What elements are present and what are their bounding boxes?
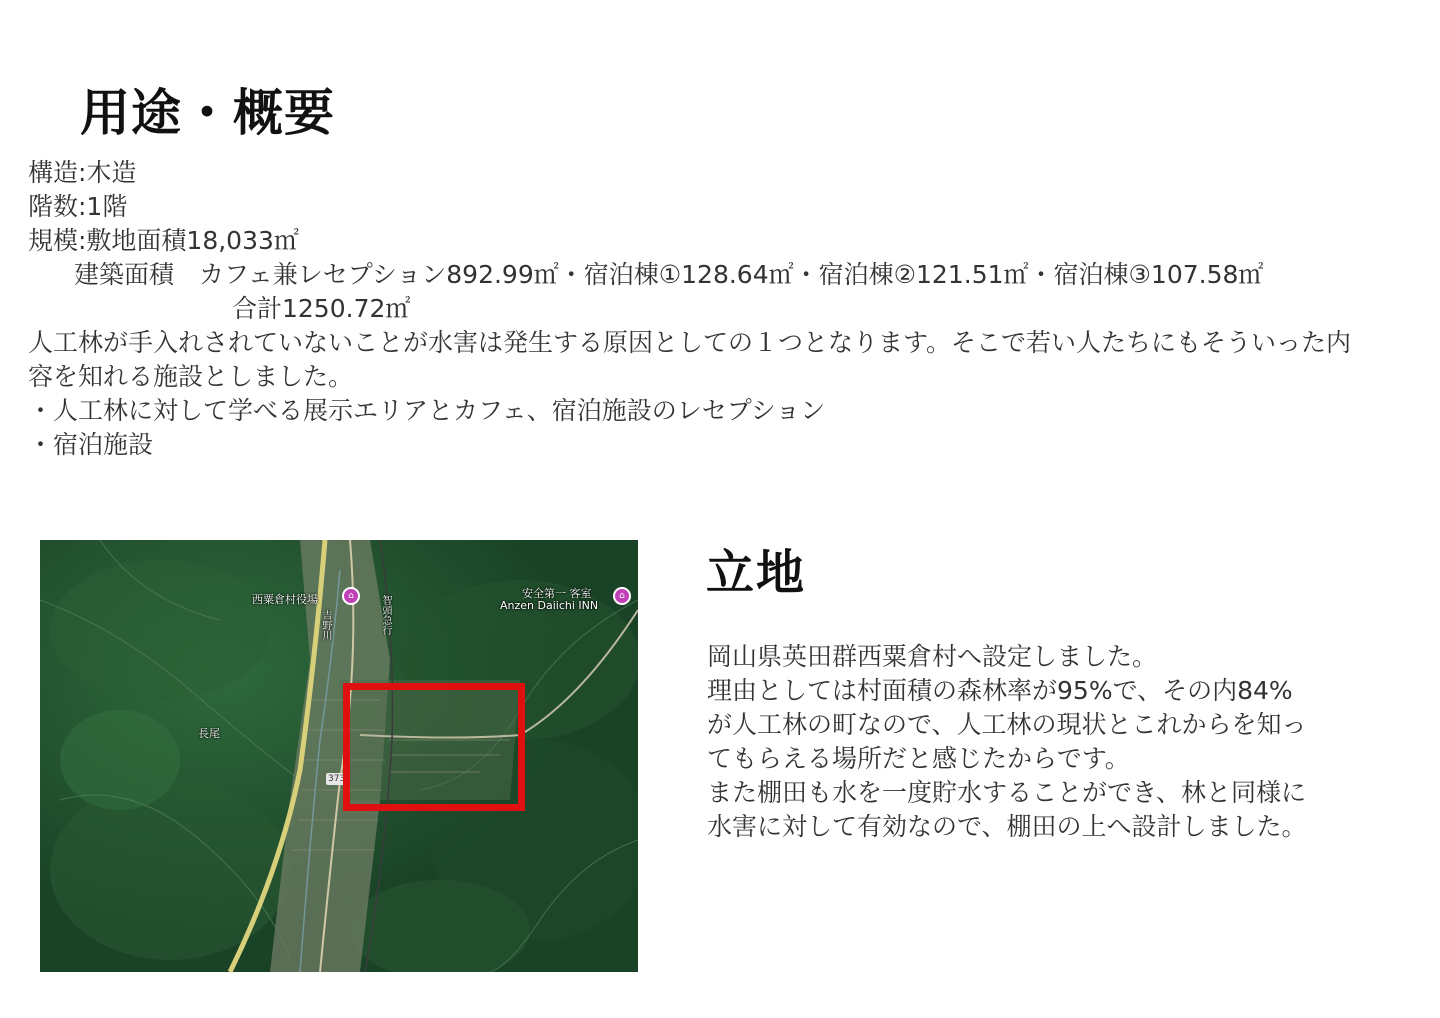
inn-label-en: Anzen Daiichi INN [500, 599, 599, 612]
route-badge: 373 [328, 774, 346, 784]
overview-body [28, 156, 1428, 462]
river-label: 吉野川 [320, 610, 331, 640]
facility-item-2: ・宿泊施設 [28, 430, 154, 459]
floors-line: 階数:1階 [28, 192, 128, 221]
overview-title: 用途・概要 [80, 84, 335, 142]
location-line-1: 岡山県英田群西粟倉村へ設定しました。 [707, 642, 1158, 671]
location-title: 立地 [706, 545, 807, 601]
area-label: 長尾 [198, 727, 220, 740]
building-area-line: 建築面積 カフェ兼レセプション892.99㎡・宿泊棟①128.64㎡・宿泊棟②121.51㎡・宿泊棟③107.58㎡ [74, 260, 1264, 289]
location-line-2: 理由としては村面積の森林率が95%で、その内84% [707, 676, 1293, 705]
site-highlight-box [343, 683, 525, 811]
village-office-pin-icon[interactable]: ⌂ [342, 587, 360, 605]
structure-line: 構造:木造 [28, 158, 137, 187]
facility-item-1: ・人工林に対して学べる展示エリアとカフェ、宿泊施設のレセプション [28, 396, 826, 425]
description-line-2: 容を知れる施設としました。 [28, 362, 354, 391]
location-line-4: てもらえる場所だと感じたからです。 [707, 744, 1130, 773]
inn-pin-icon[interactable]: ⌂ [613, 587, 631, 605]
total-area-line: 合計1250.72㎡ [232, 294, 411, 323]
location-body [707, 640, 1407, 844]
location-line-3: が人工林の町なので、人工林の現状とこれからを知っ [707, 710, 1307, 739]
description-line-1: 人工林が手入れされていないことが水害は発生する原因としての１つとなります。そこで若い人たちにもそういった内 [28, 328, 1352, 357]
inn-label-ja: 安全第一 客室 [522, 587, 592, 600]
location-line-6: 水害に対して有効なので、棚田の上へ設計しました。 [707, 812, 1307, 841]
village-office-label: 西粟倉村役場 [252, 593, 318, 606]
location-line-5: また棚田も水を一度貯水することができ、林と同様に [707, 778, 1307, 807]
satellite-map [40, 540, 638, 972]
site-area-line: 規模:敷地面積18,033㎡ [28, 226, 299, 255]
rail-label: 智頭急行 [380, 595, 391, 635]
